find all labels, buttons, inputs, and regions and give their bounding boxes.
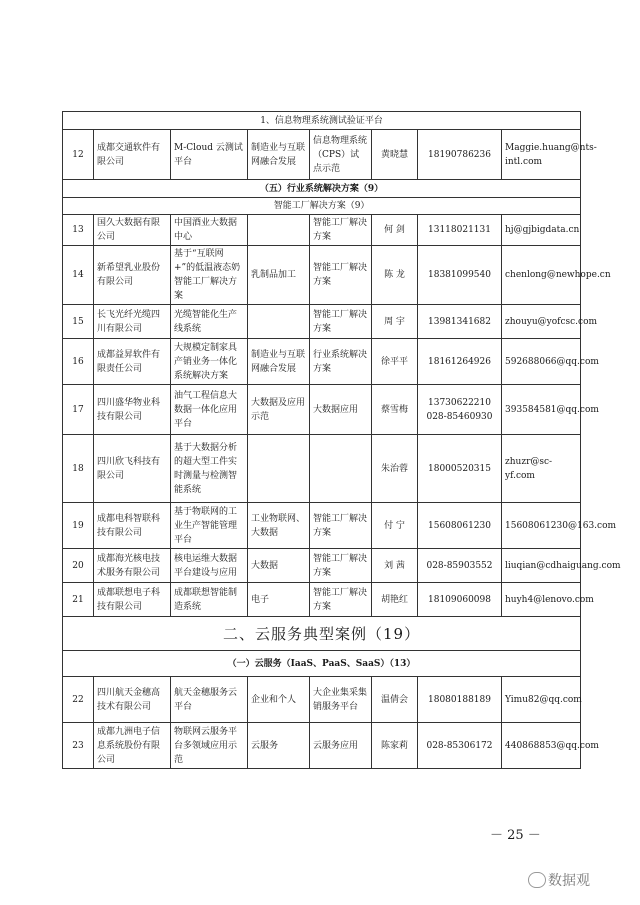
cell-phone: 18080188189 [418, 677, 502, 723]
table-row [63, 385, 581, 435]
cell-type: 大企业集采集销服务平台 [310, 677, 372, 723]
cell-contact: 蔡雪梅 [372, 385, 418, 435]
cell-no: 21 [63, 583, 94, 617]
cell-phone: 18190786236 [418, 130, 502, 180]
cell-product: 基于“互联网 +”的低温液态奶智能工厂解决方案 [171, 246, 248, 305]
cell-phone: 028-85306172 [418, 723, 502, 769]
cell-company: 成都九洲电子信息系统股份有限公司 [94, 723, 171, 769]
cell-field: 乳制品加工 [248, 246, 310, 305]
table-row [63, 130, 581, 180]
case-table [62, 111, 621, 769]
wechat-icon [528, 872, 546, 888]
cell-type: 云服务应用 [310, 723, 372, 769]
cell-phone: 18161264926 [418, 339, 502, 385]
cell-phone: 028-85903552 [418, 549, 502, 583]
cell-field: 大数据及应用示范 [248, 385, 310, 435]
cell-company: 四川欣飞科技有限公司 [94, 435, 171, 503]
cell-type: 智能工厂解决方案 [310, 583, 372, 617]
cell-type: 智能工厂解决方案 [310, 215, 372, 246]
cell-field: 云服务 [248, 723, 310, 769]
cell-field: 大数据 [248, 549, 310, 583]
cell-no: 19 [63, 503, 94, 549]
cell-email: Yimu82@qq.com [502, 677, 581, 723]
cell-phone: 18109060098 [418, 583, 502, 617]
cell-company: 成都海光核电技术服务有限公司 [94, 549, 171, 583]
table-row [63, 215, 581, 246]
cell-company: 新希望乳业股份有限公司 [94, 246, 171, 305]
section-title-industry: （五）行业系统解决方案（9） [63, 180, 581, 198]
cell-phone: 18000520315 [418, 435, 502, 503]
cell-company: 成都电科智联科技有限公司 [94, 503, 171, 549]
cell-product: 核电运维大数据平台建设与应用 [171, 549, 248, 583]
cell-product: 光缆智能化生产线系统 [171, 305, 248, 339]
cell-field: 企业和个人 [248, 677, 310, 723]
cell-contact: 周 宇 [372, 305, 418, 339]
cell-email: Maggie.huang@nts-intl.com [502, 130, 581, 180]
cell-no: 14 [63, 246, 94, 305]
cell-email: liuqian@cdhaiguang.com [502, 549, 581, 583]
cell-no: 16 [63, 339, 94, 385]
cell-contact: 刘 茜 [372, 549, 418, 583]
cell-field: 工业物联网、大数据 [248, 503, 310, 549]
cell-field [248, 215, 310, 246]
cell-no: 23 [63, 723, 94, 769]
cell-type: 智能工厂解决方案 [310, 246, 372, 305]
cell-type [310, 435, 372, 503]
cell-phone: 13981341682 [418, 305, 502, 339]
cell-no: 20 [63, 549, 94, 583]
cell-type: 智能工厂解决方案 [310, 305, 372, 339]
cell-product: 油气工程信息大数据一体化应用平台 [171, 385, 248, 435]
table-row [63, 503, 581, 549]
cell-contact: 徐平平 [372, 339, 418, 385]
cell-company: 长飞光纤光缆四川有限公司 [94, 305, 171, 339]
cell-phone: 13730622210 028-85460930 [418, 385, 502, 435]
watermark: 数据观 [548, 873, 590, 889]
cell-no: 22 [63, 677, 94, 723]
cell-product: 中国酒业大数据中心 [171, 215, 248, 246]
cell-field [248, 305, 310, 339]
table-row [63, 435, 581, 503]
page-number: － 25 － [490, 828, 541, 843]
cell-no: 15 [63, 305, 94, 339]
cell-company: 四川盛华物业科技有限公司 [94, 385, 171, 435]
cell-company: 成都联想电子科技有限公司 [94, 583, 171, 617]
cell-no: 12 [63, 130, 94, 180]
cell-product: 大规模定制家具产销业务一体化系统解决方案 [171, 339, 248, 385]
cell-email: zhuzr@sc-yf.com [502, 435, 581, 503]
cell-field: 制造业与互联网融合发展 [248, 130, 310, 180]
cell-contact: 温倩会 [372, 677, 418, 723]
cell-contact: 黄晓慧 [372, 130, 418, 180]
cell-type: 智能工厂解决方案 [310, 503, 372, 549]
cell-contact: 胡艳红 [372, 583, 418, 617]
section-title-cps: 1、信息物理系统测试验证平台 [63, 112, 581, 130]
cell-contact: 陈 龙 [372, 246, 418, 305]
cell-contact: 何 剑 [372, 215, 418, 246]
cell-company: 成都交通软件有限公司 [94, 130, 171, 180]
cell-product: 基于大数据分析的超大型工件实时测量与检测智能系统 [171, 435, 248, 503]
cell-phone: 18381099540 [418, 246, 502, 305]
cell-email: huyh4@lenovo.com [502, 583, 581, 617]
cell-phone: 13118021131 [418, 215, 502, 246]
subsection-title-smart-factory: 智能工厂解决方案（9） [63, 198, 581, 215]
table-row [63, 305, 581, 339]
cell-product: 航天金穗服务云平台 [171, 677, 248, 723]
cell-email: 15608061230@163.com [502, 503, 581, 549]
cell-no: 18 [63, 435, 94, 503]
table-row [63, 246, 581, 305]
table-row [63, 723, 581, 769]
section-title-cloud-service: （一）云服务（IaaS、PaaS、SaaS）（13） [63, 651, 581, 677]
cell-email: hj@gjbigdata.cn [502, 215, 581, 246]
cell-company: 成都益昇软件有限责任公司 [94, 339, 171, 385]
cell-product: 物联网云服务平台多领域应用示范 [171, 723, 248, 769]
cell-field: 制造业与互联网融合发展 [248, 339, 310, 385]
cell-no: 13 [63, 215, 94, 246]
table-row [63, 549, 581, 583]
cell-phone: 15608061230 [418, 503, 502, 549]
table-row [63, 677, 581, 723]
cell-product: 成都联想智能制造系统 [171, 583, 248, 617]
cell-type: 智能工厂解决方案 [310, 549, 372, 583]
cell-product: M-Cloud 云测试平台 [171, 130, 248, 180]
cell-email: zhouyu@yofcsc.com [502, 305, 581, 339]
cell-field: 电子 [248, 583, 310, 617]
cell-email: chenlong@newhope.cn [502, 246, 581, 305]
cell-type: 大数据应用 [310, 385, 372, 435]
cell-company: 四川航天金穗高技术有限公司 [94, 677, 171, 723]
cell-contact: 陈家莉 [372, 723, 418, 769]
cell-no: 17 [63, 385, 94, 435]
part-title-cloud: 二、云服务典型案例（19） [63, 617, 581, 651]
table-row [63, 339, 581, 385]
cell-product: 基于物联网的工业生产智能管理平台 [171, 503, 248, 549]
cell-type: 行业系统解决方案 [310, 339, 372, 385]
cell-contact: 付 宁 [372, 503, 418, 549]
cell-company: 国久大数据有限公司 [94, 215, 171, 246]
cell-type: 信息物理系统（CPS）试点示范 [310, 130, 372, 180]
cell-contact: 朱治蓉 [372, 435, 418, 503]
cell-email: 440868853@qq.com [502, 723, 581, 769]
table-row [63, 583, 581, 617]
cell-email: 592688066@qq.com [502, 339, 581, 385]
cell-field [248, 435, 310, 503]
cell-email: 393584581@qq.com [502, 385, 581, 435]
